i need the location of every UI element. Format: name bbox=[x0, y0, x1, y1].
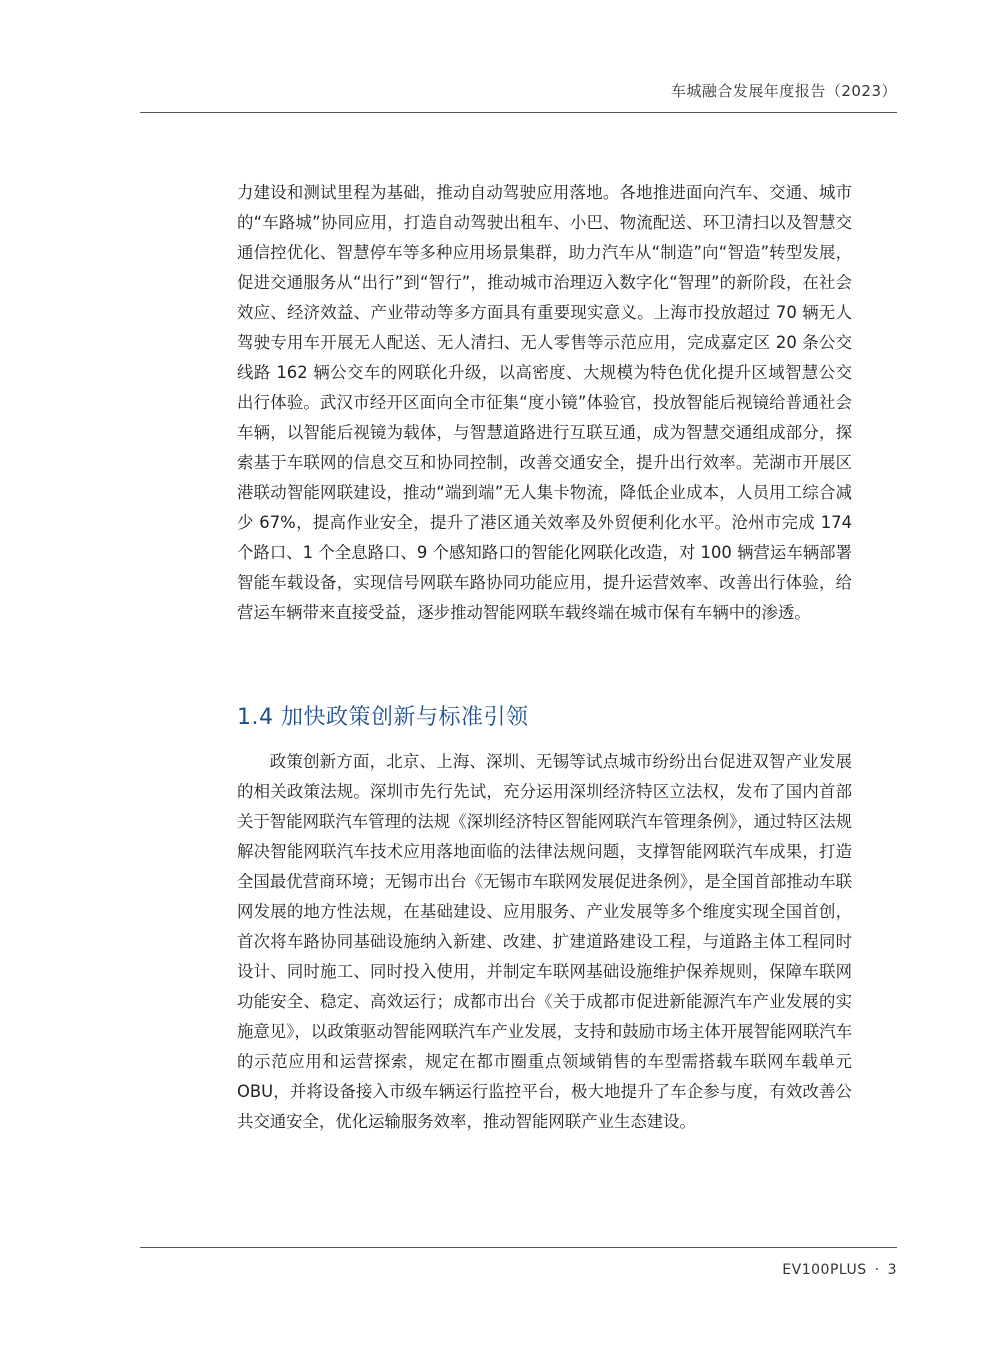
header-divider bbox=[140, 112, 897, 113]
body-paragraph-1: 力建设和测试里程为基础，推动自动驾驶应用落地。各地推进面向汽车、交通、城市的“车路城”协同应用，打造自动驾驶出租车、小巴、物流配送、环卫清扫以及智慧交通信控优化、智慧停车等多种应用场景集群，助力汽车从“制造”向“智造”转型发展，促进交通服务从“出行”到“智行”，推动城市治理迈入数字化“智理”的新阶段，在社会效应、经济效益、产业带动等多方面具有重要现实意义。上海市投放超过 70 辆无人驾驶专用车开展无人配送、无人清扫、无人零售等示范应用，完成嘉定区 20 条公交线路 162 辆公交车的网联化升级，以高密度、大规模为特色优化提升区域智慧公交出行体验。武汉市经开区面向全市征集“度小镜”体验官，投放智能后视镜给普通社会车辆，以智能后视镜为载体，与智慧道路进行互联互通，成为智慧交通组成部分，探索基于车联网的信息交互和协同控制，改善交通安全，提升出行效率。芜湖市开展区港联动智能网联建设，推动“端到端”无人集卡物流，降低企业成本，人员用工综合减少 67%，提高作业安全，提升了港区通关效率及外贸便利化水平。沧州市完成 174 个路口、1 个全息路口、9 个感知路口的智能化网联化改造，对 100 辆营运车辆部署智能车载设备，实现信号网联车路协同功能应用，提升运营效率、改善出行体验，给营运车辆带来直接受益，逐步推动智能网联车载终端在城市保有车辆中的渗透。 bbox=[237, 183, 852, 622]
footer-separator: · bbox=[874, 1262, 880, 1278]
footer-brand: EV100PLUS bbox=[782, 1262, 867, 1278]
section-heading: 1.4 加快政策创新与标准引领 bbox=[237, 705, 529, 730]
page-number: 3 bbox=[887, 1262, 897, 1278]
running-header-title: 车城融合发展年度报告（2023） bbox=[670, 82, 897, 100]
body-paragraph-2: 政策创新方面，北京、上海、深圳、无锡等试点城市纷纷出台促进双智产业发展的相关政策法规。深圳市先行先试，充分运用深圳经济特区立法权，发布了国内首部关于智能网联汽车管理的法规《深圳经济特区智能网联汽车管理条例》，通过特区法规解决智能网联汽车技术应用落地面临的法律法规问题，支撑智能网联汽车成果，打造全国最优营商环境；无锡市出台《无锡市车联网发展促进条例》，是全国首部推动车联网发展的地方性法规，在基础建设、应用服务、产业发展等多个维度实现全国首创，首次将车路协同基础设施纳入新建、改建、扩建道路建设工程，与道路主体工程同时设计、同时施工、同时投入使用，并制定车联网基础设施维护保养规则，保障车联网功能安全、稳定、高效运行；成都市出台《关于成都市促进新能源汽车产业发展的实施意见》，以政策驱动智能网联汽车产业发展，支持和鼓励市场主体开展智能网联汽车的示范应用和运营探索，规定在都市圈重点领域销售的车型需搭载车联网车载单元 OBU，并将设备接入市级车辆运行监控平台，极大地提升了车企参与度，有效改善公共交通安全，优化运输服务效率，推动智能网联产业生态建设。 bbox=[237, 752, 852, 1131]
page-footer bbox=[782, 1262, 897, 1278]
footer-divider bbox=[140, 1247, 897, 1248]
